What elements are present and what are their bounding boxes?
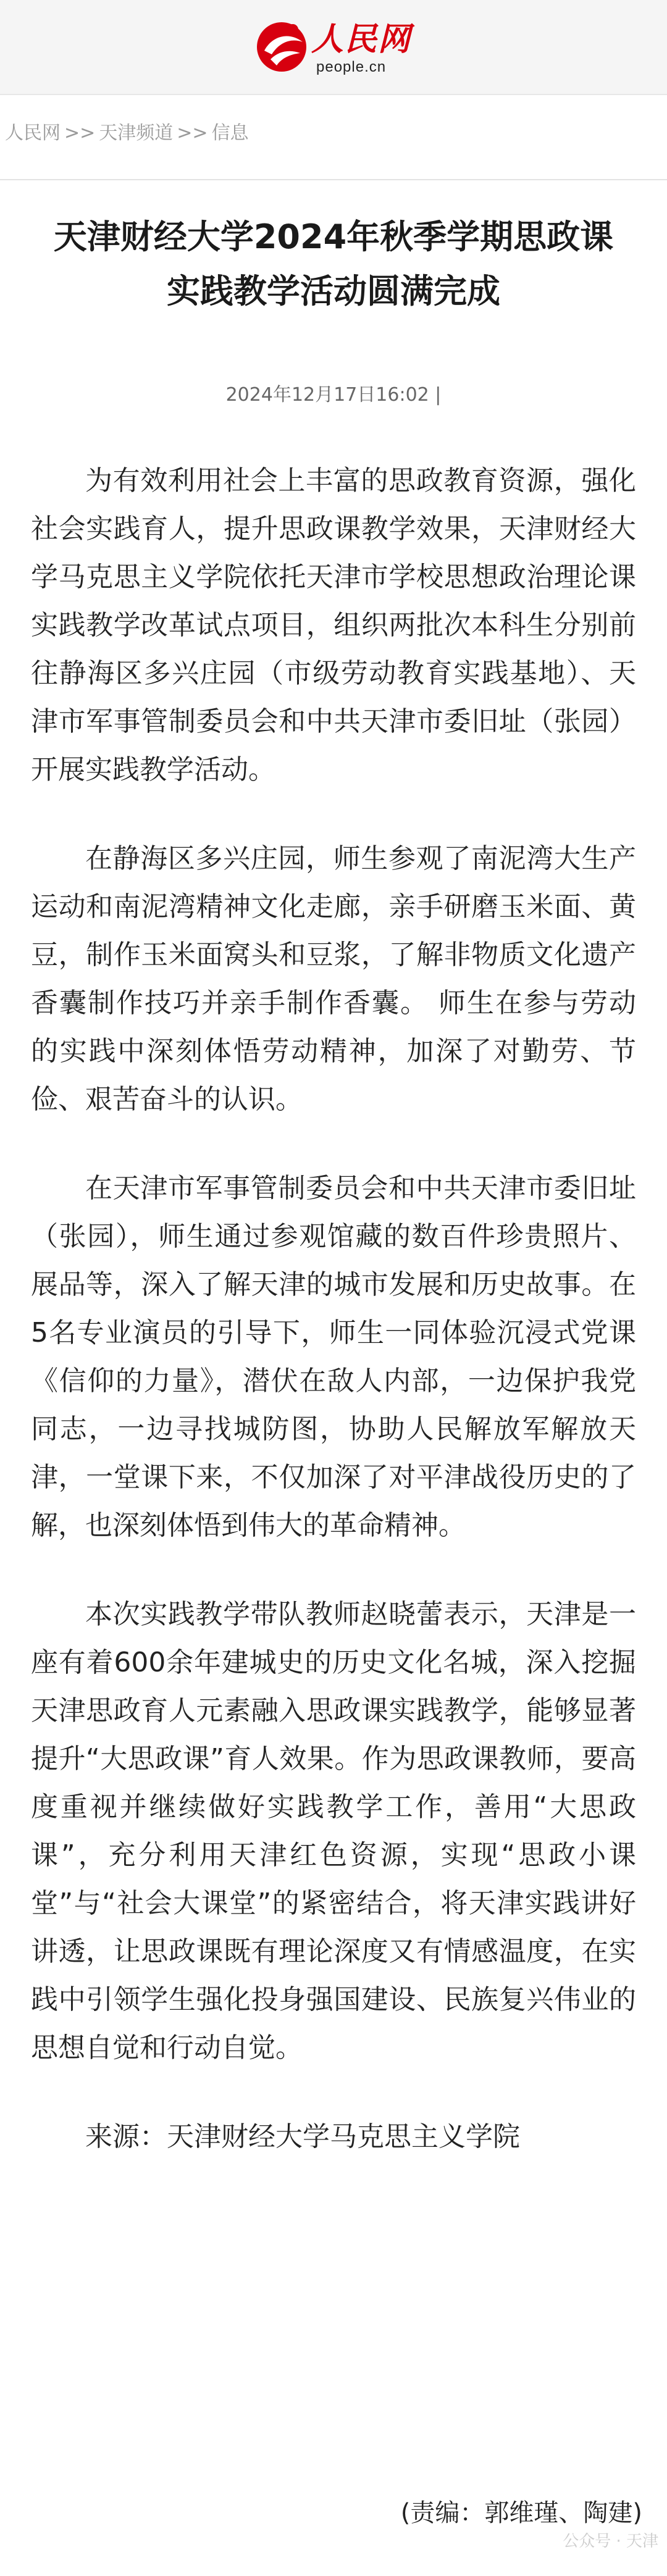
article-paragraph: 在静海区多兴庄园，师生参观了南泥湾大生产运动和南泥湾精神文化走廊，亲手研磨玉米面、黄豆，制作玉米面窝头和豆浆，了解非物质文化遗产香囊制作技巧并亲手制作香囊。 师生在参与劳动的实践中深刻体悟劳动精神，加深了对勤劳、节俭、艰苦奋斗的认识。 bbox=[31, 843, 636, 1115]
site-logo[interactable] bbox=[252, 16, 419, 78]
article-body bbox=[31, 457, 636, 2161]
breadcrumb bbox=[5, 121, 249, 146]
breadcrumb-item-home[interactable]: 人民网 bbox=[5, 122, 61, 144]
people-daily-logo-icon bbox=[252, 16, 311, 75]
breadcrumb-separator: >> bbox=[64, 122, 96, 144]
header-divider bbox=[0, 179, 667, 180]
article-paragraph: 本次实践教学带队教师赵晓蕾表示，天津是一座有着600余年建城史的历史文化名城，深入挖掘天津思政育人元素融入思政课实践教学，能够显著提升“大思政课”育人效果。作为思政课教师，要高度重视并继续做好实践教学工作，善用“大思政课”，充分利用天津红色资源，实现“思政小课堂”与“社会大课堂”的紧密结合，将天津实践讲好讲透，让思政课既有理论深度又有情感温度，在实践中引领学生强化投身强国建设、民族复兴伟业的思想自觉和行动自觉。 bbox=[31, 1599, 636, 2064]
article-paragraph: 在天津市军事管制委员会和中共天津市委旧址（张园），师生通过参观馆藏的数百件珍贵照片、展品等，深入了解天津的城市发展和历史故事。在5名专业演员的引导下，师生一同体验沉浸式党课《信仰的力量》，潜伏在敌人内部，一边保护我党同志，一边寻找城防图，协助人民解放军解放天津，一堂课下来，不仅加深了对平津战役历史的了解，也深刻体悟到伟大的革命精神。 bbox=[31, 1173, 636, 1541]
article-title-line-2: 实践教学活动圆满完成 bbox=[167, 272, 500, 311]
site-header bbox=[0, 0, 667, 95]
logo-text-cn: 人民网 bbox=[311, 20, 412, 58]
article-title-line-1: 天津财经大学2024年秋季学期思政课 bbox=[53, 217, 614, 256]
breadcrumb-item-channel[interactable]: 天津频道 bbox=[99, 122, 174, 144]
article-title bbox=[19, 210, 648, 319]
breadcrumb-item-news[interactable]: 信息 bbox=[211, 122, 249, 144]
article-source: 来源：天津财经大学马克思主义学院 bbox=[85, 2121, 520, 2152]
article-date: 2024年12月17日16:02 | bbox=[225, 384, 442, 406]
article-editor: (责编：郭维瑾、陶建) bbox=[400, 2499, 642, 2527]
logo-text-en: people.cn bbox=[316, 59, 387, 75]
article-paragraph: 为有效利用社会上丰富的思政教育资源，强化社会实践育人，提升思政课教学效果，天津财经大学马克思主义学院依托天津市学校思想政治理论课实践教学改革试点项目，组织两批次本科生分别前往静海区多兴庄园（市级劳动教育实践基地）、天津市军事管制委员会和中共天津市委旧址（张园）开展实践教学活动。 bbox=[31, 465, 636, 785]
watermark: 公众号 · 天津 bbox=[563, 2532, 658, 2551]
breadcrumb-separator: >> bbox=[177, 122, 208, 144]
